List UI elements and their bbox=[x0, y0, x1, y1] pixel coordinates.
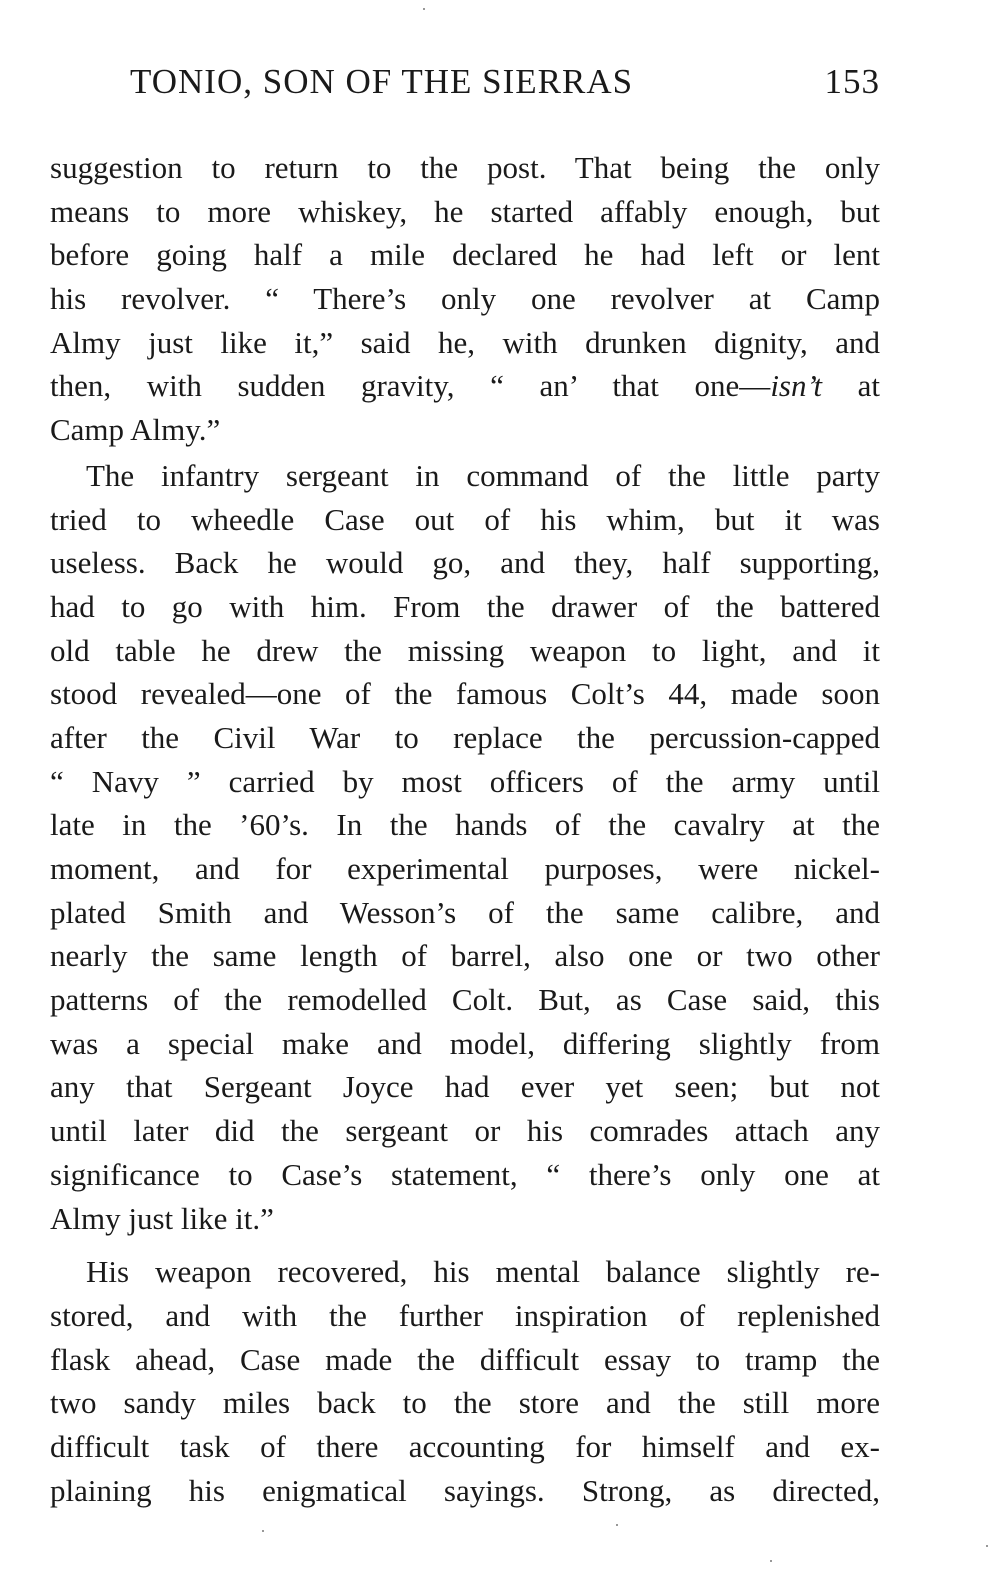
text-line: had to go with him. From the drawer of the battered bbox=[50, 588, 880, 624]
text-line: nearly the same length of barrel, also one or two other bbox=[50, 938, 880, 974]
text-line: stood revealed—one of the famous Colt’s 44, made soon bbox=[50, 676, 880, 712]
text-line: plated Smith and Wesson’s of the same calibre, and bbox=[50, 894, 880, 930]
text-line: before going half a mile declared he had left or lent bbox=[50, 237, 880, 273]
text-line: useless. Back he would go, and they, half supporting, bbox=[50, 545, 880, 581]
paragraph-2 bbox=[50, 454, 880, 1240]
text-line: plaining his enigmatical sayings. Strong, as directed, bbox=[50, 1472, 880, 1508]
text-line: was a special make and model, differing slightly from bbox=[50, 1025, 880, 1061]
body-text bbox=[50, 146, 880, 1512]
text-line: His weapon recovered, his mental balance slightly re- bbox=[86, 1254, 880, 1290]
running-head bbox=[50, 62, 880, 112]
text-line: late in the ’60’s. In the hands of the cavalry at the bbox=[50, 807, 880, 843]
print-speck bbox=[986, 1545, 988, 1547]
text-line: Almy just like it.” bbox=[50, 1200, 274, 1236]
text-line: difficult task of there accounting for himself and ex- bbox=[50, 1428, 880, 1464]
text-line: moment, and for experimental purposes, were nickel- bbox=[50, 851, 880, 886]
running-title: TONIO, SON OF THE SIERRAS bbox=[130, 62, 634, 101]
line-text-before-emphasis: then, with sudden gravity, “ an’ that one— bbox=[50, 368, 771, 404]
print-speck bbox=[616, 1524, 618, 1526]
text-line: suggestion to return to the post. That being the only bbox=[50, 150, 880, 185]
text-line: two sandy miles back to the store and the still more bbox=[50, 1385, 880, 1421]
text-line: significance to Case’s statement, “ there’s only one at bbox=[50, 1156, 880, 1192]
text-line-with-emphasis bbox=[50, 364, 880, 408]
line-text-after-emphasis: at bbox=[822, 368, 881, 404]
text-line: Almy just like it,” said he, with drunken dignity, and bbox=[50, 324, 880, 360]
text-line: until later did the sergeant or his comrades attach any bbox=[50, 1113, 880, 1149]
print-speck bbox=[770, 1560, 772, 1562]
print-speck bbox=[423, 8, 425, 10]
text-line: tried to wheedle Case out of his whim, but it was bbox=[50, 501, 880, 537]
text-line: The infantry sergeant in command of the little party bbox=[86, 457, 880, 493]
text-line: means to more whiskey, he started affably enough, but bbox=[50, 193, 880, 229]
paragraph-1 bbox=[50, 146, 880, 452]
print-speck bbox=[262, 1530, 264, 1532]
text-line: any that Sergeant Joyce had ever yet seen; but not bbox=[50, 1069, 880, 1105]
text-line: patterns of the remodelled Colt. But, as Case said, this bbox=[50, 982, 880, 1018]
text-line: old table he drew the missing weapon to light, and it bbox=[50, 632, 880, 668]
text-line: “ Navy ” carried by most officers of the army until bbox=[50, 763, 880, 799]
paragraph-3 bbox=[50, 1250, 880, 1512]
text-line: Camp Almy.” bbox=[50, 412, 221, 448]
text-line: stored, and with the further inspiration of replenished bbox=[50, 1297, 880, 1333]
page-number: 153 bbox=[824, 62, 880, 101]
text-line: flask ahead, Case made the difficult essay to tramp the bbox=[50, 1341, 880, 1377]
text-line: after the Civil War to replace the percussion-capped bbox=[50, 719, 880, 755]
text-line: his revolver. “ There’s only one revolver at Camp bbox=[50, 281, 880, 317]
italic-emphasis: isn’t bbox=[770, 368, 822, 404]
